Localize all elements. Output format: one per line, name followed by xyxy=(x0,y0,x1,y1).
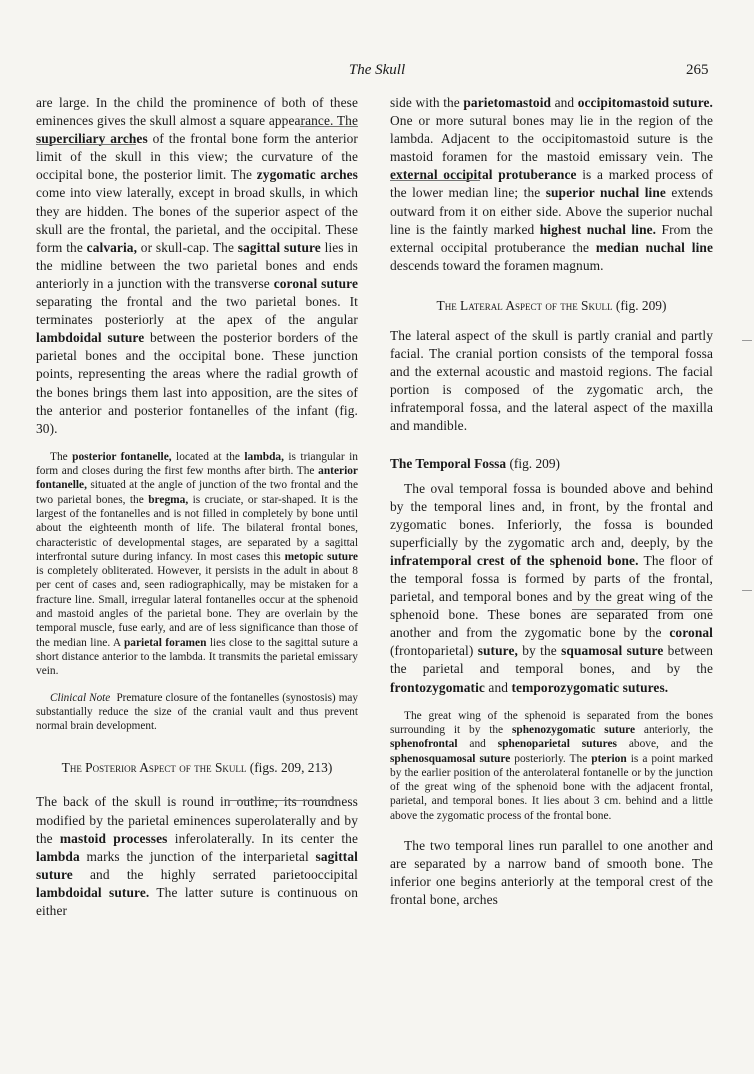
clinical-note: Clinical Note Premature closure of the fontanelles (synostosis) may substantially reduce the size of the cranial vault and thus prevent normal brain development. xyxy=(36,691,358,733)
right-column xyxy=(390,94,713,909)
paragraph-great-wing: The great wing of the sphenoid is separated from the bones surrounding it by the sphenozygomatic suture anteriorly, the sphenofrontal and sphenoparietal sutures above, and the sphenosquamosal suture posteriorly. The pterion is a point marked by the earlier position of the anterolateral fontanelle or by the junction of the great wing of the sphenoid bone with the adjacent frontal, parietal, and temporal bones. It lies about 3 cm. behind and a little above the zygomatic process of the frontal bone. xyxy=(390,709,714,822)
heading-posterior-aspect: The Posterior Aspect of the Skull (figs. 209, 213) xyxy=(61,760,333,776)
paragraph-posterior-aspect: The back of the skull is round in outline, its roundness modified by the parietal eminences superolaterally and by the mastoid processes inferolaterally. In its center the lambda marks the junction of the interparietal sagittal suture and the highly serrated parietooccipital lambdoidal suture. The latter suture is continuous on either xyxy=(36,794,359,918)
heading-temporal-fossa: The Temporal Fossa (fig. 209) xyxy=(390,455,561,471)
paragraph-temporal-fossa: The oval temporal fossa is bounded above and behind by the temporal lines and, in front, by the frontal and zygomatic bones. Inferiorly, the fossa is bounded superficially by the zygomatic arch and, deeply, by the infratemporal crest of the sphenoid bone. The floor of the temporal fossa is formed by parts of the frontal, parietal, and temporal bones and by the great wing of the sphenoid bone. These bones are separated from one another and from the zygomatic bone by the coronal (frontoparietal) suture, by the squamosal suture between the parietal and temporal bones, and by the frontozygomatic and temporozygomatic sutures. xyxy=(390,480,713,695)
paragraph-lateral-aspect: The lateral aspect of the skull is partly cranial and partly facial. The cranial portion consists of the temporal fossa and the external acoustic and mastoid regions. The facial portion is composed of the zygomatic arch, the infratemporal fossa, and the lateral aspect of the maxilla and mandible. xyxy=(390,327,713,434)
underline-mark xyxy=(390,180,480,181)
paragraph-nuchal-lines: side with the parietomastoid and occipitomastoid suture. One or more sutural bones may lie in the region of the lambda. Adjacent to the occipitomastoid suture is the mastoid foramen for the mastoid emissary vein. The external occipital protuberance is a marked process of the lower median line; the superior nuchal line extends outward from it on either side. Above the superior nuchal line is the faintly marked highest nuchal line. From the external occipital protuberance the median nuchal line descends toward the foramen magnum. xyxy=(390,95,714,273)
page-number: 265 xyxy=(686,62,709,78)
running-header-title: The Skull xyxy=(348,62,406,78)
paragraph-superior-aspect: are large. In the child the prominence of both of these eminences gives the skull almost a square appearance. The superciliary arches of the frontal bone form the anterior limit of the skull in this view; the curvature of the occipital bone, the posterior limit. The zygomatic arches come into view laterally, except in broad skulls, in which they are hidden. The bones of the superior aspect of the skull are the frontal, the parietal, and the occipital. These form the calvaria, or skull-cap. The sagittal suture lies in the midline between the two parietal bones and ends anteriorly in a junction with the transverse coronal suture separating the frontal and the two parietal bones. It terminates posteriorly at the apex of the angular lambdoidal suture between the posterior borders of the parietal bones and the occipital bone. These junction points, representing the areas where the radial growth of the bones brings them last into apposition, are the sites of the anterior and posterior fontanelles of the infant (fig. 30). xyxy=(36,95,359,436)
underline-mark xyxy=(228,800,340,801)
paragraph-temporal-lines: The two temporal lines run parallel to one another and are separated by a narrow band of smooth bone. The inferior one begins anteriorly at the temporal crest of the frontal bone, arches xyxy=(390,838,713,908)
paragraph-fontanelles: The posterior fontanelle, located at the lambda, is triangular in form and closes during the first few months after birth. The anterior fontanelle, situated at the angle of junction of the two frontal and the two parietal bones, the bregma, is cruciate, or star-shaped. It is the largest of the fontanelles and is not filled in completely by bone until about the eighteenth month of life. The bilateral frontal bones, characteristic of developmental stages, are separated by a sagittal interfrontal suture during infancy. In most cases this metopic suture is completely obliterated. However, it persists in the adult in about 8 per cent of cases and, seen radiographically, may be mistaken for a fracture line. Small, irregular lateral fontanelles occur at the sphenoid and mastoid angles of the parietal bone. They are overlain by the temporal muscle, fuse early, and are of less significance than those of the median line. A parietal foramen lies close to the sagittal suture a short distance anterior to the lambda. It transmits the parietal emissary vein. xyxy=(36,450,358,678)
margin-tick xyxy=(742,340,752,341)
margin-tick xyxy=(742,590,752,591)
left-column xyxy=(36,94,358,920)
underline-mark xyxy=(300,126,358,127)
underline-mark xyxy=(572,609,712,610)
underline-mark xyxy=(36,144,136,145)
heading-lateral-aspect: The Lateral Aspect of the Skull (fig. 209) xyxy=(436,297,667,313)
